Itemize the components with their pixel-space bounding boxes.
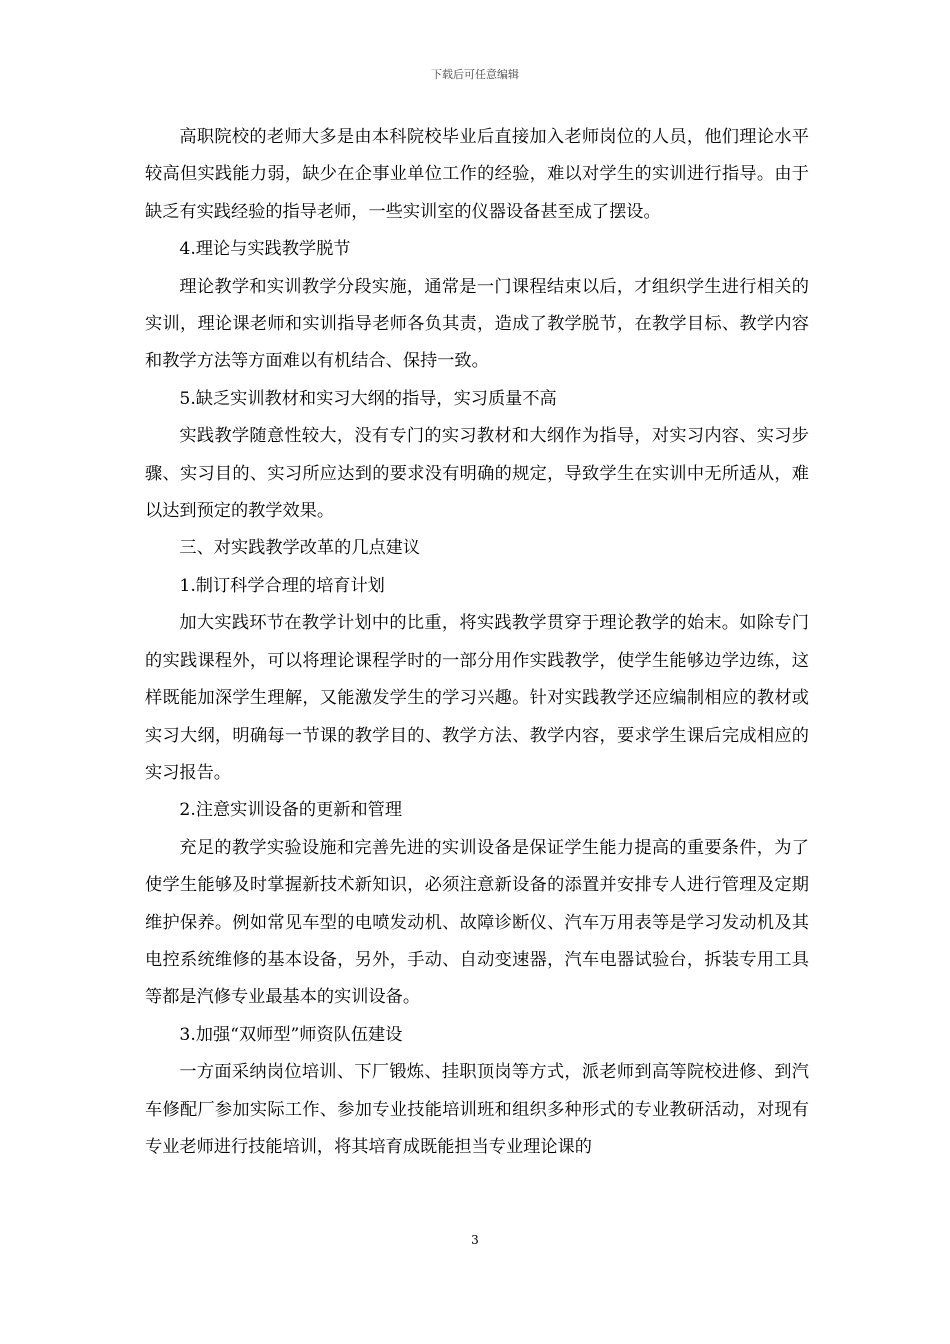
paragraph: 加大实践环节在教学计划中的比重，将实践教学贯穿于理论教学的始末。如除专门的实践课程外，可以将理论课程学时的一部分用作实践教学，使学生能够边学边练，这样既能加深学生理解，又能激发学生的学习兴趣。针对实践教学还应编制相应的教材或实习大纲，明确每一节课的教学目的、教学方法、教学内容，要求学生课后完成相应的实习报告。 — [145, 613, 809, 783]
page-number: 3 — [471, 1233, 479, 1247]
section-heading: 3.加强“双师型”师资队伍建设 — [179, 1024, 403, 1045]
page-header: 下载后可任意编辑 — [431, 68, 519, 81]
paragraph: 实践教学随意性较大，没有专门的实习教材和大纲作为指导，对实习内容、实习步骤、实习目的、实习所应达到的要求没有明确的规定，导致学生在实训中无所适从，难以达到预定的教学效果。 — [145, 426, 809, 522]
section-heading: 4.理论与实践教学脱节 — [179, 239, 351, 260]
section-heading: 5.缺乏实训教材和实习大纲的指导，实习质量不高 — [179, 388, 557, 409]
paragraph: 理论教学和实训教学分段实施，通常是一门课程结束以后，才组织学生进行相关的实训，理论课老师和实训指导老师各负其责，造成了教学脱节，在教学目标、教学内容和教学方法等方面难以有机结合、保持一致。 — [145, 276, 809, 372]
paragraph: 高职院校的老师大多是由本科院校毕业后直接加入老师岗位的人员，他们理论水平较高但实践能力弱，缺少在企事业单位工作的经验，难以对学生的实训进行指导。由于缺乏有实践经验的指导老师，一些实训室的仪器设备甚至成了摆设。 — [145, 127, 809, 222]
section-heading: 2.注意实训设备的更新和管理 — [179, 800, 403, 821]
section-heading: 1.制订科学合理的培育计划 — [179, 575, 385, 596]
paragraph: 充足的教学实验设施和完善先进的实训设备是保证学生能力提高的重要条件，为了使学生能够及时掌握新技术新知识，必须注意新设备的添置并安排专人进行管理及定期维护保养。例如常见车型的电喷发动机、故障诊断仪、汽车万用表等是学习发动机及其电控系统维修的基本设备，另外，手动、自动变速器，汽车电器试验台，拆装专用工具等都是汽修专业最基本的实训设备。 — [145, 837, 809, 1008]
paragraph: 一方面采纳岗位培训、下厂锻炼、挂职顶岗等方式，派老师到高等院校进修、到汽车修配厂参加实际工作、参加专业技能培训班和组织多种形式的专业教研活动，对现有专业老师进行技能培训，将其培育成既能担当专业理论课的 — [145, 1062, 809, 1157]
section-heading: 三、对实践教学改革的几点建议 — [179, 538, 421, 559]
document-body — [145, 119, 809, 1166]
